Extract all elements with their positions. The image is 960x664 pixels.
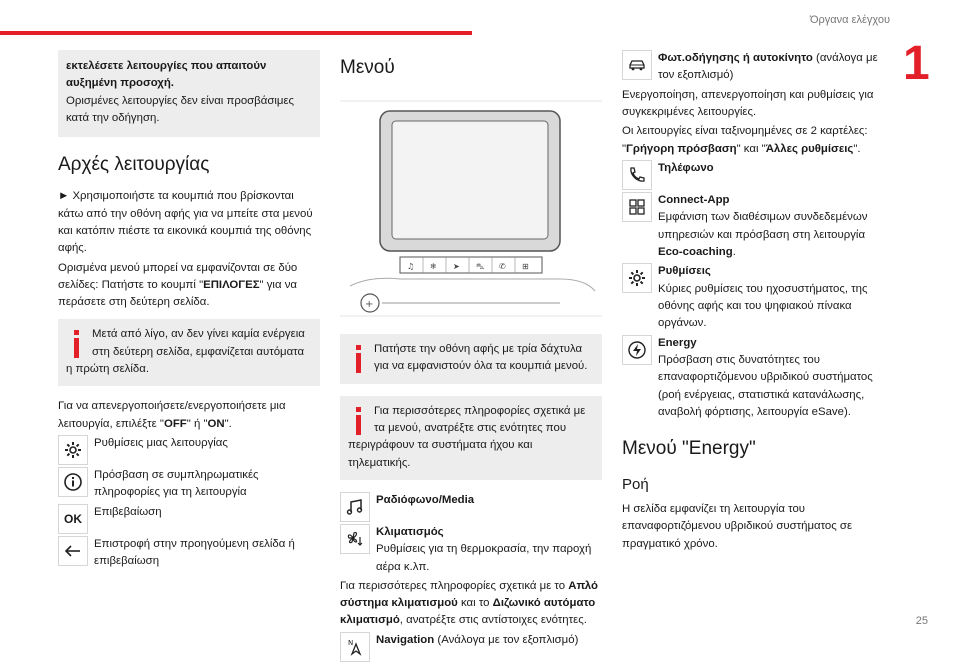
column-3 (622, 50, 890, 557)
info-box-three-fingers (340, 334, 602, 384)
info-text: Πατήστε την οθόνη αφής με τρία δάχτυλα για να εμφανιστούν όλα τα κουμπιά μενού. (374, 342, 588, 373)
driving-tabs: Οι λειτουργίες είναι ταξινομημένες σε 2 καρτέλες: "Γρήγορη πρόσβαση" και "Άλλες ρυθμίσεις". (622, 125, 868, 155)
menu-desc: Πρόσβαση στις δυνατότητες του επαναφορτιζόμενου υβριδικού συστήματος (ροή ενέργειας, στατιστικά κατανάλωσης, αναβολή φόρτισης, λειτουργία eSave). (658, 353, 873, 418)
phone-icon (622, 160, 652, 190)
menu-title: Τηλέφωνο (658, 161, 714, 174)
climate-fan-icon (340, 524, 370, 554)
menu-desc: (Ανάλογα με τον εξοπλισμό) (434, 633, 579, 646)
menu-desc: Εμφάνιση των διαθέσιμων συνδεδεμένων υπηρεσιών και πρόσβαση στη λειτουργία (658, 211, 868, 241)
svg-text:+: + (365, 298, 374, 310)
svg-text:♫: ♫ (407, 261, 415, 271)
ok-icon: OK (58, 504, 88, 534)
energy-bolt-icon (622, 335, 652, 365)
music-note-icon (340, 492, 370, 522)
legend-text: Επιβεβαίωση (94, 505, 162, 518)
navigation-icon (340, 632, 370, 662)
legend-text: Ρυθμίσεις μιας λειτουργίας (94, 437, 228, 450)
energy-menu-heading: Μενού "Energy" (622, 438, 756, 460)
menu-item-climate (340, 524, 602, 576)
menu-item-connect-app: Connect-App Εμφάνιση των διαθέσιμων συνδεδεμένων υπηρεσιών και πρόσβαση στη λειτουργία Eco-coaching. (622, 192, 890, 261)
menu-title: Navigation (376, 633, 435, 646)
menu-item-navigation (340, 632, 602, 662)
driving-desc: Ενεργοποίηση, απενεργοποίηση και ρυθμίσεις για συγκεκριμένες λειτουργίες. (622, 88, 874, 118)
menu-note: (ανάλογα με τον εξοπλισμό) (658, 52, 878, 82)
settings-icon (58, 435, 88, 465)
menu-item-driving (622, 50, 890, 85)
legend-item-settings (58, 435, 320, 465)
legend-item-info (58, 467, 320, 502)
svg-text:❄: ❄ (430, 261, 437, 271)
menu-title: Φωτ.οδήγησης ή αυτοκίνητο (658, 52, 813, 64)
climate-more-para: Για περισσότερες πληροφορίες σχετικά με το Απλό σύστημα κλιματισμού και το Διζωνικό αυτόματο κλιματισμό, ανατρέξτε στις αντίστοιχες ενότητες. (340, 579, 598, 627)
svg-text:N: N (348, 638, 354, 647)
chapter-number: 1 (903, 37, 930, 90)
principles-heading: Αρχές λειτουργίας (58, 154, 210, 176)
info-icon (58, 467, 88, 497)
menu-item-radio-media (340, 492, 602, 522)
menus-heading: Μενού (340, 57, 395, 78)
info-marker-icon (68, 330, 86, 360)
menu-item-phone (622, 160, 890, 190)
warning-title: εκτελέσετε λειτουργίες που απαιτούν αυξημένη προσοχή. (66, 60, 267, 90)
info-text: Μετά από λίγο, αν δεν γίνει καμία ενέργεια στη δεύτερη σελίδα, εμφανίζεται αυτόματα η πρώτη σελίδα. (66, 328, 305, 376)
menu-title: Κλιματισμός (376, 525, 444, 538)
legend-item-ok (58, 504, 320, 534)
info-box-auto-return (58, 319, 320, 386)
flow-heading: Ροή (622, 476, 649, 494)
header-accent-bar (0, 31, 472, 35)
section-title: Όργανα ελέγχου (810, 14, 890, 26)
toggle-para: Για να απενεργοποιήσετε/ενεργοποιήσετε μια λειτουργία, επιλέξτε "OFF" ή "ON". (58, 400, 286, 430)
info-box-more-menus (340, 396, 602, 480)
page-number: 25 (915, 615, 928, 628)
svg-text:✆: ✆ (499, 261, 506, 271)
back-arrow-icon (58, 536, 88, 566)
flow-desc: Η σελίδα εμφανίζει τη λειτουργία του επαναφορτιζόμενου υβριδικού συστήματος σε πραγματικό χρόνο. (622, 502, 853, 550)
info-marker-icon (350, 345, 368, 375)
principles-para-2: Ορισμένα μενού μπορεί να εμφανίζονται σε δύο σελίδες: Πατήστε το κουμπί "ΕΠΙΛΟΓΕΣ" για να περάσετε στη δεύτερη σελίδα. (58, 261, 298, 309)
svg-text:⛍: ⛍ (476, 261, 485, 271)
info-text: Για περισσότερες πληροφορίες σχετικά με τα μενού, ανατρέξτε στις ενότητες που περιγράφουν τα συστήματα ήχου και τηλεματικής. (348, 404, 586, 469)
principles-para-1: ► Χρησιμοποιήστε τα κουμπιά που βρίσκονται κάτω από την οθόνη αφής για να μπείτε στα μενού και κατόπιν πιέστε τα εικονικά κουμπιά της οθόνης αφής. (58, 190, 313, 255)
menu-desc: Ρυθμίσεις για τη θερμοκρασία, την παροχή αέρα κ.λπ. (376, 543, 592, 573)
svg-text:➤: ➤ (453, 261, 460, 271)
menu-desc: Κύριες ρυθμίσεις του ηχοσυστήματος, της οθόνης αφής και του ψηφιακού πίνακα οργάνων. (658, 282, 868, 330)
settings-icon (622, 263, 652, 293)
warning-body: Ορισμένες λειτουργίες δεν είναι προσβάσιμες κατά την οδήγηση. (66, 94, 295, 124)
column-2 (340, 50, 602, 664)
menu-title: Ραδιόφωνο/Media (376, 493, 475, 506)
app-grid-icon (622, 192, 652, 222)
touchscreen-illustration (340, 91, 602, 326)
info-marker-icon (350, 407, 368, 437)
car-icon (622, 50, 652, 80)
menu-title: Ρυθμίσεις (658, 265, 711, 278)
menu-title: Energy (658, 336, 697, 349)
svg-text:⊞: ⊞ (522, 261, 529, 271)
menu-item-settings (622, 263, 890, 332)
legend-item-back (58, 536, 320, 571)
column-1 (58, 50, 320, 572)
menu-item-energy (622, 335, 890, 422)
menu-title: Connect-App (658, 193, 730, 206)
warning-box (58, 50, 320, 137)
legend-text: Επιστροφή στην προηγούμενη σελίδα ή επιβεβαίωση (94, 537, 295, 568)
legend-text: Πρόσβαση σε συμπληρωματικές πληροφορίες για τη λειτουργία (94, 469, 259, 499)
